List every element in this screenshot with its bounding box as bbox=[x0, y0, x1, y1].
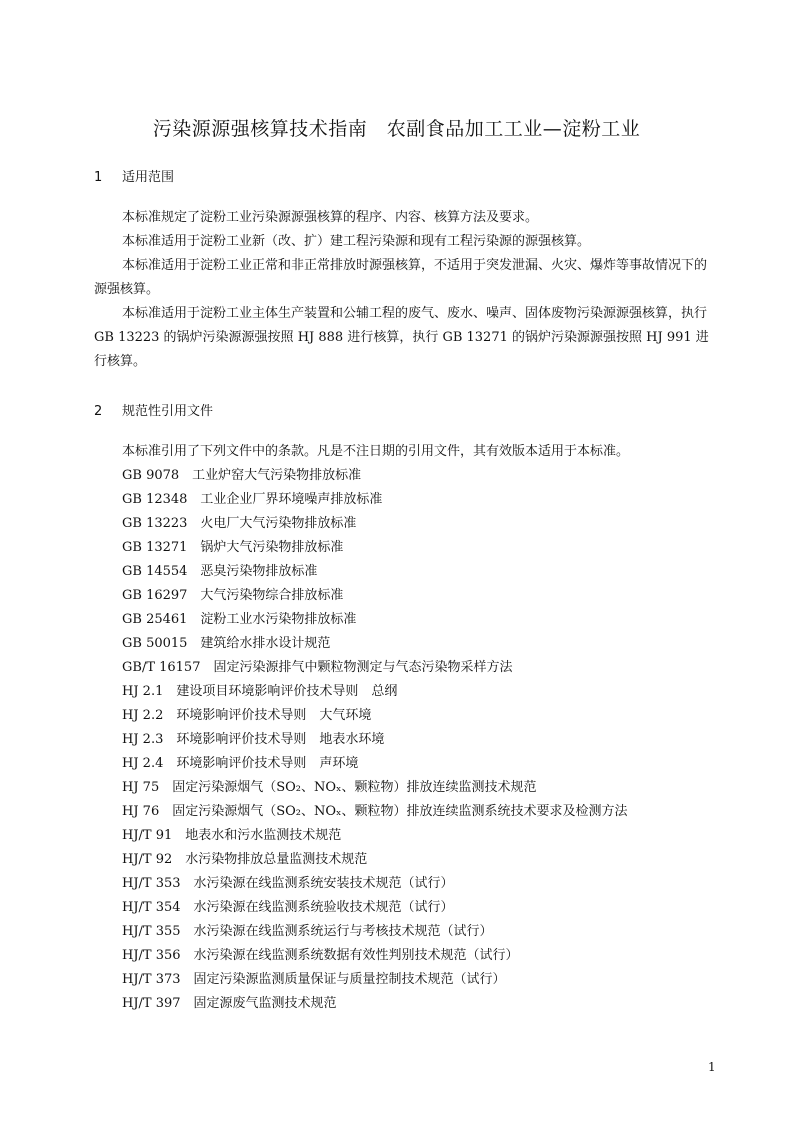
paragraph: 本标准适用于淀粉工业主体生产装置和公辅工程的废气、废水、噪声、固体废物污染源源强核算，执行 GB 13223 的锅炉污染源源强按照 HJ 888 进行核算，执行 GB 13271 的锅炉污染源源强按照 HJ 991 进行核算。 bbox=[94, 306, 709, 369]
reference-item: GB 9078 工业炉窑大气污染物排放标准 bbox=[122, 468, 362, 483]
reference-item: HJ/T 373 固定污染源监测质量保证与质量控制技术规范（试行） bbox=[122, 972, 506, 987]
reference-item: HJ 2.3 环境影响评价技术导则 地表水环境 bbox=[122, 732, 385, 747]
reference-item: HJ 75 固定污染源烟气（SO₂、NOₓ、颗粒物）排放连续监测技术规范 bbox=[122, 780, 537, 795]
reference-item: HJ 2.1 建设项目环境影响评价技术导则 总纲 bbox=[122, 684, 398, 699]
reference-item: HJ/T 353 水污染源在线监测系统安装技术规范（试行） bbox=[122, 876, 454, 891]
reference-item: HJ/T 92 水污染物排放总量监测技术规范 bbox=[122, 852, 368, 867]
section-number: 2 bbox=[94, 404, 103, 419]
paragraph: 本标准引用了下列文件中的条款。凡是不注日期的引用文件，其有效版本适用于本标准。 bbox=[122, 444, 630, 459]
section-title: 适用范围 bbox=[122, 170, 175, 185]
reference-item: GB 13223 火电厂大气污染物排放标准 bbox=[122, 516, 357, 531]
section-1-heading bbox=[94, 166, 174, 185]
reference-item: HJ/T 354 水污染源在线监测系统验收技术规范（试行） bbox=[122, 900, 454, 915]
paragraph: 本标准适用于淀粉工业正常和非正常排放时源强核算，不适用于突发泄漏、火灾、爆炸等事故情况下的源强核算。 bbox=[94, 258, 708, 297]
paragraph: 本标准适用于淀粉工业新（改、扩）建工程污染源和现有工程污染源的源强核算。 bbox=[122, 234, 591, 249]
reference-item: GB 50015 建筑给水排水设计规范 bbox=[122, 636, 331, 651]
reference-item: HJ 2.4 环境影响评价技术导则 声环境 bbox=[122, 756, 359, 771]
reference-item: GB 25461 淀粉工业水污染物排放标准 bbox=[122, 612, 357, 627]
reference-item: HJ/T 91 地表水和污水监测技术规范 bbox=[122, 828, 342, 843]
reference-item: HJ/T 356 水污染源在线监测系统数据有效性判别技术规范（试行） bbox=[122, 948, 519, 963]
page-number: 1 bbox=[708, 1060, 716, 1074]
reference-item: HJ 76 固定污染源烟气（SO₂、NOₓ、颗粒物）排放连续监测系统技术要求及检测方法 bbox=[122, 804, 628, 819]
paragraph: 本标准规定了淀粉工业污染源源强核算的程序、内容、核算方法及要求。 bbox=[122, 210, 539, 225]
reference-item: GB 14554 恶臭污染物排放标准 bbox=[122, 564, 318, 579]
reference-item: HJ/T 355 水污染源在线监测系统运行与考核技术规范（试行） bbox=[122, 924, 493, 939]
section-2-heading bbox=[94, 400, 213, 419]
section-title: 规范性引用文件 bbox=[122, 404, 214, 419]
reference-item: GB 12348 工业企业厂界环境噪声排放标准 bbox=[122, 492, 383, 507]
reference-item: HJ 2.2 环境影响评价技术导则 大气环境 bbox=[122, 708, 372, 723]
section-number: 1 bbox=[94, 170, 103, 185]
reference-list bbox=[122, 464, 628, 1016]
reference-item: GB/T 16157 固定污染源排气中颗粒物测定与气态污染物采样方法 bbox=[122, 660, 513, 675]
reference-item: HJ/T 397 固定源废气监测技术规范 bbox=[122, 996, 337, 1011]
document-title: 污染源源强核算技术指南 农副食品加工工业—淀粉工业 bbox=[152, 118, 641, 140]
reference-item: GB 16297 大气污染物综合排放标准 bbox=[122, 588, 344, 603]
reference-item: GB 13271 锅炉大气污染物排放标准 bbox=[122, 540, 344, 555]
